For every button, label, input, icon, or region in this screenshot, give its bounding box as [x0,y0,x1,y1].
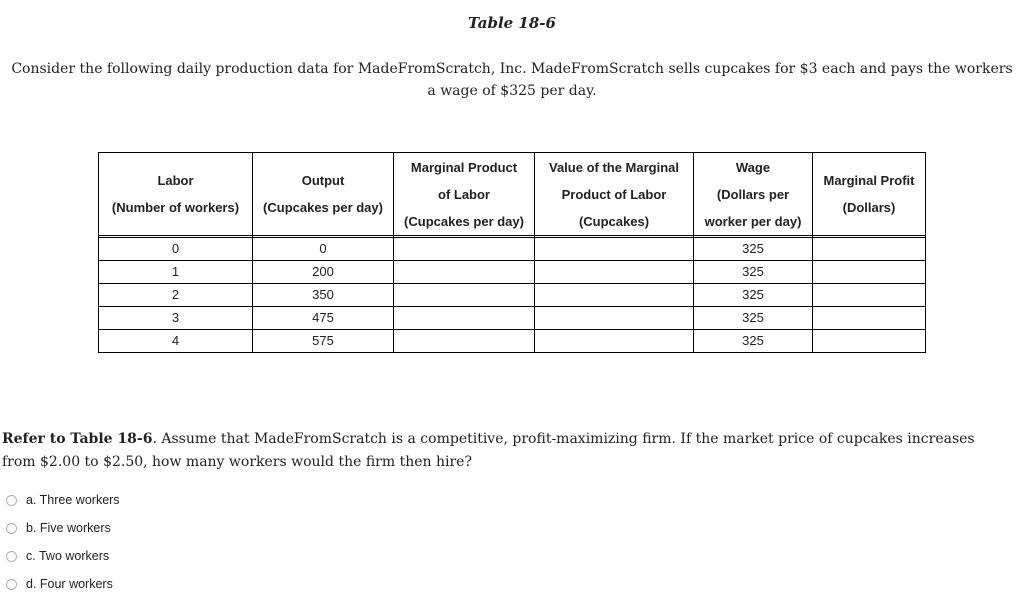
table-row [99,238,926,261]
table-cell: 325 [694,238,813,261]
table-cell: 475 [253,307,394,330]
option-label: d. Four workers [26,577,113,591]
header-line: Marginal Profit [823,173,915,188]
header-line: (Dollars per [716,186,790,202]
table-cell [535,330,694,353]
header-line: (Cupcakes) [578,213,650,229]
table-cell [394,307,535,330]
option-label: c. Two workers [26,549,110,563]
option-d[interactable] [6,570,120,598]
table-cell [394,261,535,284]
header-value-marginal-product [535,153,694,236]
option-b[interactable] [6,514,120,542]
header-line: (Cupcakes per day) [404,213,524,229]
table-cell [535,261,694,284]
table-row [99,284,926,307]
table-cell [813,261,926,284]
table-cell: 325 [694,307,813,330]
header-line: Value of the Marginal [548,159,680,175]
table-header-row [99,153,926,236]
table-cell: 1 [99,261,253,284]
table-cell [394,284,535,307]
table-cell: 325 [694,261,813,284]
table-row [99,307,926,330]
header-line: (Number of workers) [111,200,240,215]
question-text [2,428,1012,474]
header-marginal-product [394,153,535,236]
table-cell: 3 [99,307,253,330]
header-line: Wage [735,159,771,175]
option-label: b. Five workers [26,521,111,535]
production-table [98,152,926,353]
header-line: worker per day) [704,213,802,229]
table-cell [535,284,694,307]
table-row [99,330,926,353]
table-cell: 0 [99,238,253,261]
table-cell: 200 [253,261,394,284]
radio-button[interactable] [6,495,17,506]
header-labor [99,153,253,236]
table-cell [394,238,535,261]
table-row [99,261,926,284]
option-label: a. Three workers [26,493,120,507]
radio-button[interactable] [6,523,17,534]
question-reference: Refer to Table 18-6 [2,431,153,447]
header-line: Product of Labor [561,186,667,202]
header-line: (Dollars) [842,200,896,215]
table-title: Table 18-6 [468,14,556,32]
question-body: . Assume that MadeFromScratch is a competitive, profit-maximizing firm. If the market price of cupcakes increases from $2.00 to $2.50, how many workers would the firm then hire? [2,431,975,470]
table-cell: 325 [694,330,813,353]
header-marginal-profit [813,153,926,236]
table-cell [535,307,694,330]
table-cell [813,238,926,261]
table-cell: 4 [99,330,253,353]
table-cell: 575 [253,330,394,353]
table-cell [535,238,694,261]
header-wage [694,153,813,236]
table-cell: 0 [253,238,394,261]
intro-text: Consider the following daily production data for MadeFromScratch, Inc. MadeFromScratch sells cupcakes for $3 each and pays the workers a wage of $325 per day. [11,61,1013,99]
table-cell: 2 [99,284,253,307]
header-line: Labor [157,173,194,188]
answer-options [6,486,120,598]
header-output [253,153,394,236]
table-cell: 350 [253,284,394,307]
option-a[interactable] [6,486,120,514]
radio-button[interactable] [6,579,17,590]
table-cell [813,284,926,307]
header-line: of Labor [438,186,490,202]
table-cell: 325 [694,284,813,307]
option-c[interactable] [6,542,120,570]
table-cell [394,330,535,353]
header-line: (Cupcakes per day) [263,200,383,215]
table-cell [813,330,926,353]
header-line: Output [301,173,345,188]
header-line: Marginal Product [410,159,518,175]
radio-button[interactable] [6,551,17,562]
table-cell [813,307,926,330]
